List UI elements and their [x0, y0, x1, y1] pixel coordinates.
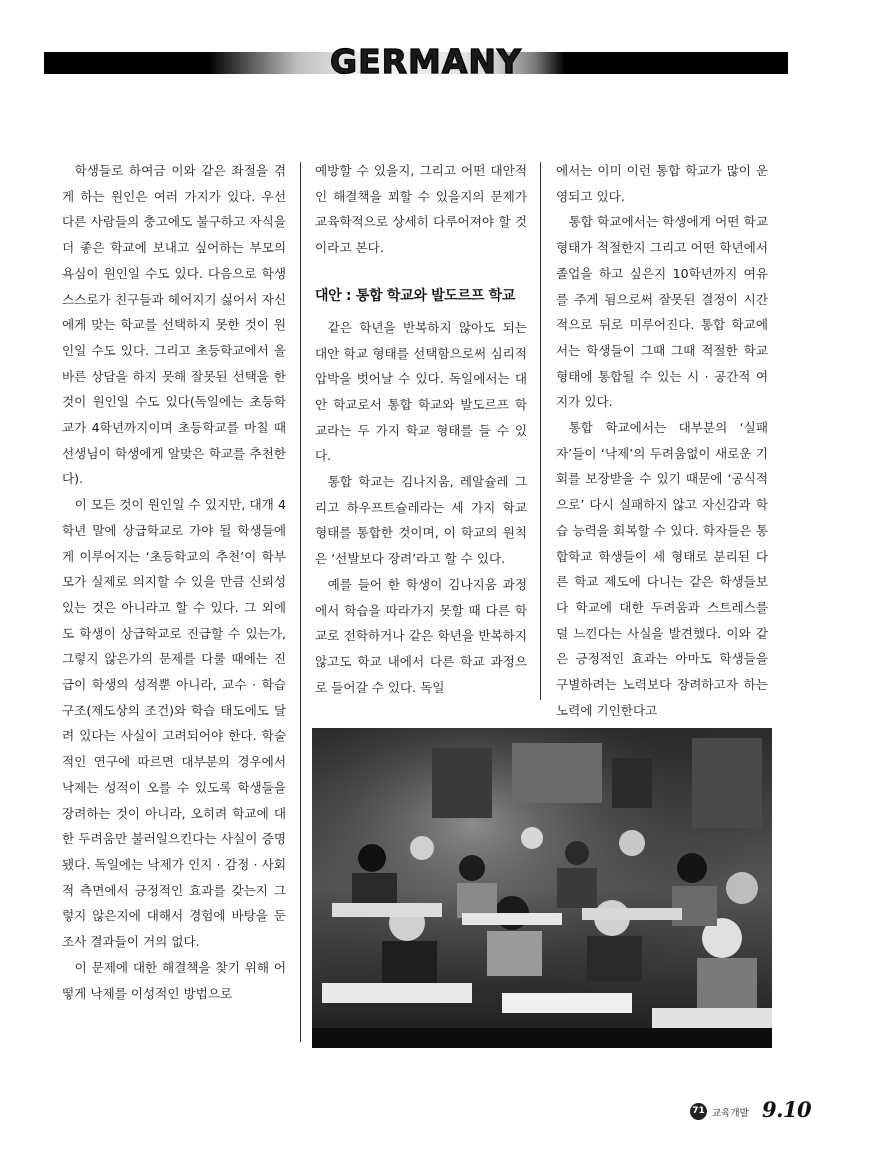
paragraph: 예를 들어 한 학생이 김나지움 과정에서 학습을 따라가지 못할 때 다른 학교로 전학하거나 같은 학년을 반복하지 않고도 학교 내에서 다른 학교 과정으로 들어갈 수 있다. 독일 [315, 576, 527, 695]
text-column-2 [315, 158, 527, 700]
paragraph: 예방할 수 있을지, 그리고 어떤 대안적인 해결책을 꾀할 수 있을지의 문제가 교육학적으로 상세히 다루어져야 할 것이라고 본다. [315, 163, 527, 256]
paragraph: 통합 학교에서는 대부분의 ‘실패자’들이 ‘낙제’의 두려움없이 새로운 기회를 보장받을 수 있기 때문에 ‘공식적으로’ 다시 실패하지 않고 자신감과 학습 능력을 회복할 수 있다. 학자들은 통합학교 학생들이 세 형태로 분리된 다른 학교 제도에 다니는 같은 학생들보다 학교에 대한 두려움과 스트레스를 덜 느낀다는 사실을 발견했다. 이와 같은 긍정적인 효과는 아마도 학생들을 구별하려는 노력보다 장려하고자 하는 노력에 기인한다고 [556, 420, 768, 718]
section-heading: 대안 : 통합 학교와 발도르프 학교 [315, 287, 516, 304]
paragraph: 통합 학교는 김나지움, 레알슐레 그리고 하우프트슐레라는 세 가지 학교 형태를 통합한 것이며, 이 학교의 원칙은 ‘선발보다 장려’라고 할 수 있다. [315, 474, 527, 567]
page-number-badge: 71 [690, 1103, 707, 1120]
paragraph: 통합 학교에서는 학생에게 어떤 학교 형태가 적절한지 그리고 어떤 학년에서 졸업을 하고 싶은지 10학년까지 여유를 주게 됨으로써 잘못된 결정이 시간적으로 뒤로 미루어진다. 통합 학교에서는 학생들이 그때 그때 적절한 학교 형태에 통합될 수 있는 시 · 공간적 여지가 있다. [556, 214, 768, 410]
paragraph: 학생들로 하여금 이와 같은 좌절을 겪게 하는 원인은 여러 가지가 있다. 우선 다른 사람들의 충고에도 불구하고 자식을 더 좋은 학교에 보내고 싶어하는 부모의 욕심이 원인일 수도 있다. 다음으로 학생 스스로가 친구들과 헤어지기 싫어서 자신에게 맞는 학교를 선택하지 못한 것이 원인일 수도 있다. 그리고 초등학교에서 올바른 상담을 하지 못해 잘못된 선택을 한 것이 원인일 수도 있다(독일에는 초등학교가 4학년까지이며 초등학교를 마칠 때 선생님이 학생에게 알맞은 학교를 추천한다). [62, 163, 286, 487]
paragraph: 같은 학년을 반복하지 않아도 되는 대안 학교 형태를 선택함으로써 심리적 압박을 벗어날 수 있다. 독일에서는 대안 학교로서 통합 학교와 발도르프 학교라는 두 가지 학교 형태를 들 수 있다. [315, 319, 527, 464]
column-divider [300, 162, 301, 1042]
classroom-photo [312, 728, 772, 1048]
paragraph: 이 문제에 대한 해결책을 찾기 위해 어떻게 낙제를 이성적인 방법으로 [62, 959, 286, 1001]
page-footer [690, 1097, 812, 1123]
text-column-1 [62, 158, 286, 1006]
page-title: GERMANY [330, 42, 522, 81]
issue-number: 9.10 [762, 1097, 812, 1122]
text-column-3 [556, 158, 768, 723]
column-divider [540, 162, 541, 700]
publication-name: 교육개발 [712, 1108, 749, 1119]
paragraph: 에서는 이미 이런 통합 학교가 많이 운영되고 있다. [556, 163, 768, 204]
paragraph: 이 모든 것이 원인일 수 있지만, 대개 4학년 말에 상급학교로 가야 될 학생들에게 이루어지는 ‘초등학교의 추천’이 학부모가 실제로 의지할 수 있을 만큼 신뢰성 있는 것은 아니라고 할 수 있다. 그 외에도 학생이 상급학교로 진급할 수 있는가, 그렇지 않은가의 문제를 다룰 때에는 진급이 학생의 성적뿐 아니라, 교수 · 학습구조(제도상의 조건)와 학습 태도에도 달려 있다는 사실이 고려되어야 한다. 학술적인 연구에 따르면 대부분의 경우에서 낙제는 성적이 오를 수 있도록 학생들을 장려하는 것이 아니라, 오히려 학교에 대한 두려움만 불러일으킨다는 사실이 증명됐다. 독일에는 낙제가 인지 · 감정 · 사회적 측면에서 긍정적인 효과를 갖는지 그렇지 않은지에 대해서 경험에 바탕을 둔 조사 결과들이 거의 없다. [62, 497, 286, 950]
